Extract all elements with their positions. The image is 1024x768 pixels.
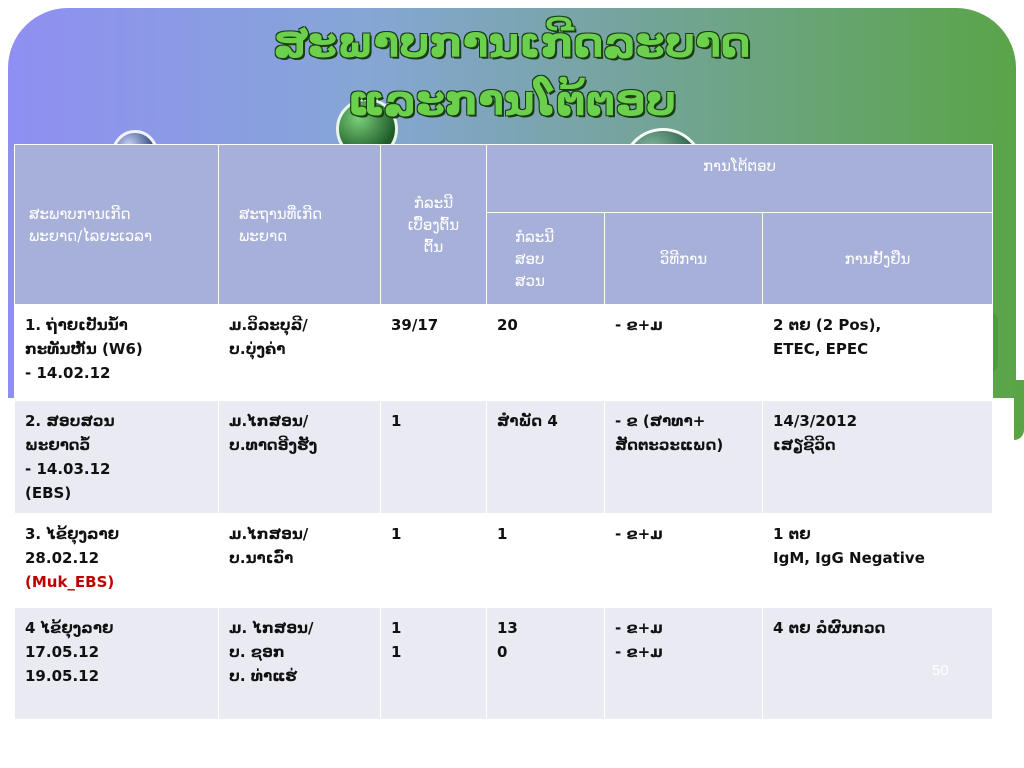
cell-initial-cases: 1	[381, 514, 487, 608]
cell-confirmation: 4 ຕຍ ລໍຜົນກວດ	[763, 608, 993, 720]
cell-method: - ຂ+ມ - ຂ+ມ	[605, 608, 763, 720]
table-row	[15, 608, 993, 720]
table-row	[15, 514, 993, 608]
cell-initial-cases: 39/17	[381, 305, 487, 401]
table-row	[15, 305, 993, 401]
header-method: ວິທີການ	[605, 213, 763, 305]
header-confirmation: ການຢັ້ງຢືນ	[763, 213, 993, 305]
header-event-time: ສະພາບການເກີດ ພະຍາດ/ໄລຍະເວລາ	[15, 145, 219, 305]
slide-title	[0, 14, 1024, 130]
page-number: 50	[932, 662, 949, 679]
cell-initial-cases: 1 1	[381, 608, 487, 720]
table-row	[15, 401, 993, 514]
cell-method: - ຂ+ມ	[605, 305, 763, 401]
cell-event	[15, 514, 219, 608]
cell-sub-cases: 20	[487, 305, 605, 401]
header-location: ສະຖານທີ່ເກີດ ພະຍາດ	[219, 145, 381, 305]
cell-sub-cases: 1	[487, 514, 605, 608]
cell-location: ມ. ໄກສອນ/ ບ. ຊອກ ບ. ທ່າແຮ່	[219, 608, 381, 720]
banner-edge	[1014, 380, 1024, 440]
cell-sub-cases: ສໍາພັດ 4	[487, 401, 605, 514]
cell-confirmation: 14/3/2012 ເສຽຊີວິດ	[763, 401, 993, 514]
outbreak-table	[14, 144, 993, 720]
cell-event: 4 ໄຂ້ຍຸງລາຍ 17.05.12 19.05.12	[15, 608, 219, 720]
cell-location: ມ.ໄກສອນ/ ບ.ນາເວົ່າ	[219, 514, 381, 608]
cell-event: 2. ສອບສວນ ພະຍາດວໍ້ - 14.03.12 (EBS)	[15, 401, 219, 514]
cell-location: ມ.ໄກສອນ/ ບ.ທາດອີງຮັງ	[219, 401, 381, 514]
cell-method: - ຂ (ສາທາ+ ສັດຕະວະແພດ)	[605, 401, 763, 514]
cell-event-text: 3. ໄຂ້ຍຸງລາຍ 28.02.12	[25, 525, 120, 567]
header-response: ການໂຕ້ຕອບ	[487, 145, 993, 213]
cell-event: 1. ຖ່າຍເປັນນໍ້າ ກະທັນຫັນ (W6) - 14.02.12	[15, 305, 219, 401]
cell-location: ມ.ວິລະບຸລີ/ ບ.ບຸ່ງຄ່າ	[219, 305, 381, 401]
cell-confirmation: 2 ຕຍ (2 Pos), ETEC, EPEC	[763, 305, 993, 401]
cell-initial-cases: 1	[381, 401, 487, 514]
slide-title-line2: ແລະການໂຕ້ຕອບ	[347, 76, 677, 125]
cell-confirmation: 1 ຕຍ IgM, IgG Negative	[763, 514, 993, 608]
slide-title-line1: ສະພາບການເກີດລະບາດ	[273, 18, 751, 67]
cell-method: - ຂ+ມ	[605, 514, 763, 608]
cell-event-source: (Muk_EBS)	[25, 573, 115, 591]
cell-sub-cases: 13 0	[487, 608, 605, 720]
header-sub-cases: ກໍລະນີ ສອບ ສວນ	[487, 213, 605, 305]
header-initial-cases: ກໍລະນີ ເບື້ອງຕົ້ນ ຕົ້ນ	[381, 145, 487, 305]
